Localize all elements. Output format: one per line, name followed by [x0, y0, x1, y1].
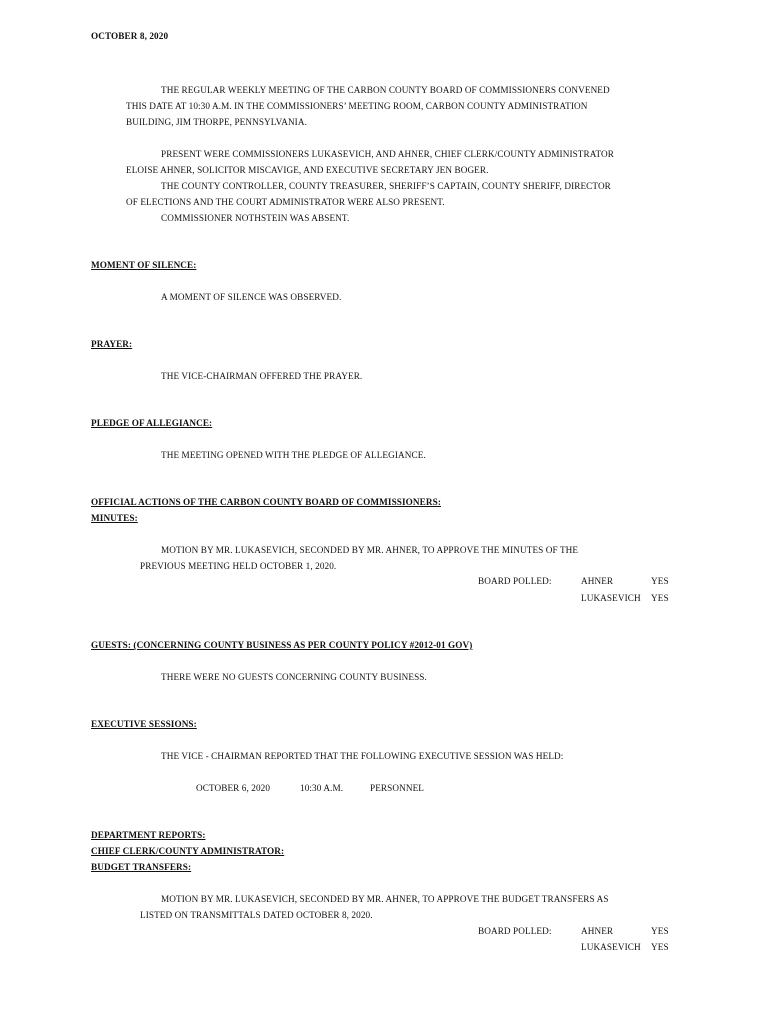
section-heading-executive-sessions: EXECUTIVE SESSIONS: — [91, 719, 197, 729]
intro-line: THE REGULAR WEEKLY MEETING OF THE CARBON COUNTY BOARD OF COMMISSIONERS CONVENED — [161, 85, 610, 95]
budget-motion-line: LISTED ON TRANSMITTALS DATED OCTOBER 8, 2020. — [140, 910, 373, 920]
board-polled-label: BOARD POLLED: — [478, 576, 552, 586]
section-heading-prayer: PRAYER: — [91, 339, 133, 349]
session-date: OCTOBER 6, 2020 — [196, 783, 271, 793]
board-polled-label: BOARD POLLED: — [478, 926, 552, 936]
moment-of-silence-text: A MOMENT OF SILENCE WAS OBSERVED. — [161, 292, 342, 302]
attendance-line: THE COUNTY CONTROLLER, COUNTY TREASURER, SHERIFF’S CAPTAIN, COUNTY SHERIFF, DIRECTOR — [161, 181, 611, 191]
executive-sessions-text: THE VICE - CHAIRMAN REPORTED THAT THE FOLLOWING EXECUTIVE SESSION WAS HELD: — [161, 751, 564, 761]
pledge-text: THE MEETING OPENED WITH THE PLEDGE OF ALLEGIANCE. — [161, 450, 426, 460]
subheading-minutes: MINUTES: — [91, 513, 138, 523]
poll-name: LUKASEVICH — [581, 942, 641, 952]
minutes-motion-line: MOTION BY MR. LUKASEVICH, SECONDED BY MR. AHNER, TO APPROVE THE MINUTES OF THE — [161, 545, 579, 555]
session-time: 10:30 A.M. — [300, 783, 344, 793]
subheading-budget-transfers: BUDGET TRANSFERS: — [91, 862, 192, 872]
section-heading-official-actions: OFFICIAL ACTIONS OF THE CARBON COUNTY BOARD OF COMMISSIONERS: — [91, 497, 441, 507]
section-heading-department-reports: DEPARTMENT REPORTS: — [91, 830, 206, 840]
section-heading-pledge: PLEDGE OF ALLEGIANCE: — [91, 418, 213, 428]
poll-vote: YES — [651, 942, 669, 952]
attendance-line: ELOISE AHNER, SOLICITOR MISCAVIGE, AND EXECUTIVE SECRETARY JEN BOGER. — [126, 165, 489, 175]
poll-name: AHNER — [581, 576, 614, 586]
minutes-motion-line: PREVIOUS MEETING HELD OCTOBER 1, 2020. — [140, 561, 337, 571]
section-heading-guests: GUESTS: (CONCERNING COUNTY BUSINESS AS PER COUNTY POLICY #2012-01 GOV) — [91, 640, 473, 650]
prayer-text: THE VICE-CHAIRMAN OFFERED THE PRAYER. — [161, 371, 363, 381]
attendance-line: OF ELECTIONS AND THE COURT ADMINISTRATOR WERE ALSO PRESENT. — [126, 197, 445, 207]
intro-line: BUILDING, JIM THORPE, PENNSYLVANIA. — [126, 117, 307, 127]
poll-vote: YES — [651, 926, 669, 936]
session-topic: PERSONNEL — [370, 783, 424, 793]
budget-motion-line: MOTION BY MR. LUKASEVICH, SECONDED BY MR. AHNER, TO APPROVE THE BUDGET TRANSFERS AS — [161, 894, 609, 904]
section-heading-moment-of-silence: MOMENT OF SILENCE: — [91, 260, 197, 270]
guests-text: THERE WERE NO GUESTS CONCERNING COUNTY BUSINESS. — [161, 672, 427, 682]
poll-name: AHNER — [581, 926, 614, 936]
attendance-line: PRESENT WERE COMMISSIONERS LUKASEVICH, AND AHNER, CHIEF CLERK/COUNTY ADMINISTRATOR — [161, 149, 614, 159]
poll-vote: YES — [651, 593, 669, 603]
meeting-date: OCTOBER 8, 2020 — [91, 31, 169, 41]
attendance-line: COMMISSIONER NOTHSTEIN WAS ABSENT. — [161, 213, 350, 223]
poll-name: LUKASEVICH — [581, 593, 641, 603]
intro-line: THIS DATE AT 10:30 A.M. IN THE COMMISSIONERS’ MEETING ROOM, CARBON COUNTY ADMINISTRATION — [126, 101, 588, 111]
subheading-chief-clerk: CHIEF CLERK/COUNTY ADMINISTRATOR: — [91, 846, 285, 856]
poll-vote: YES — [651, 576, 669, 586]
